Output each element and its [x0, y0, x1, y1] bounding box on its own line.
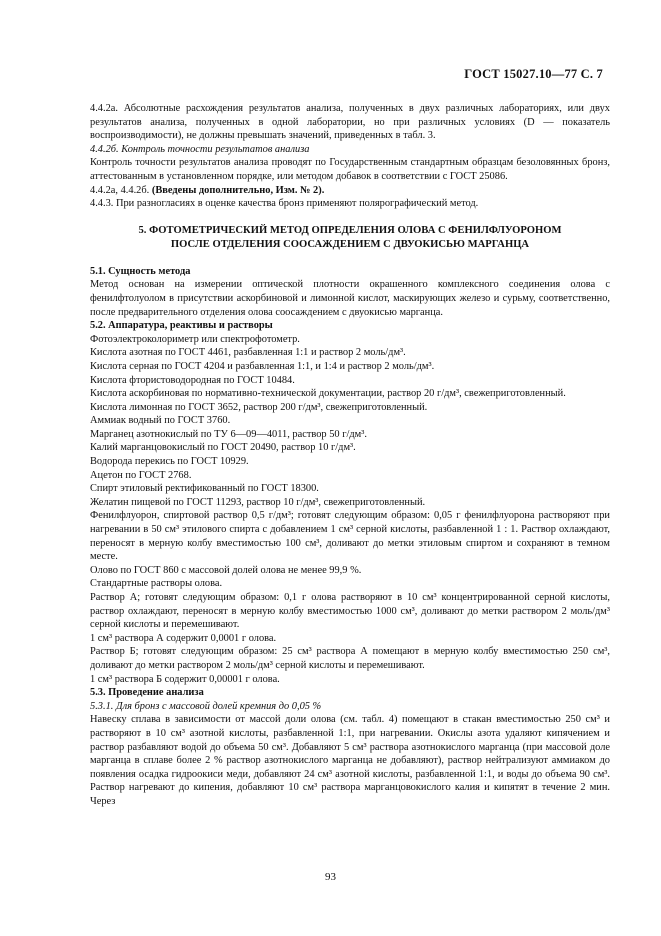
- subsection-5-3-1-title: 5.3.1. Для бронз с массовой долей кремния до 0,05 %: [90, 700, 322, 712]
- reagent-item: Фенилфлуорон, спиртовой раствор 0,5 г/дм³; готовят следующим образом: 0,05 г фенилфлуорона растворяют при нагревании в 50 см³ этилового спирта с добавлением 1 см³ серной кислоты, разбавленной 1 : 1. Раствор охлаждают, переносят в мерную колбу вместимостью 100 см³, доливают до метки этиловым спиртом и сохраняют в темном месте.: [90, 510, 610, 563]
- reagent-item: Калий марганцовокислый по ГОСТ 20490, раствор 10 г/дм³.: [90, 442, 356, 454]
- section-5-title: [90, 224, 610, 252]
- reagent-item: Раствор А; готовят следующим образом: 0,1 г олова растворяют в 10 см³ концентрированной серной кислоты, раствор охлаждают, переносят в мерную колбу вместимостью 1000 см³, доливают до метки раствором 2 моль/дм³ серной кислоты и перемешивают.: [90, 592, 610, 631]
- reagent-item: Фотоэлектроколориметр или спектрофотометр.: [90, 333, 300, 345]
- reagent-item: Кислота лимонная по ГОСТ 3652, раствор 200 г/дм³, свежеприготовленный.: [90, 401, 428, 413]
- paragraph-4-4-2a: 4.4.2а. Абсолютные расхождения результатов анализа, полученных в двух различных лабораториях, или двух результатов анализа, полученных в одной лаборатории, но при различных условиях (D — показатель воспроизводимости), не должны превышать значений, приведенных в табл. 3.: [90, 103, 610, 142]
- subsection-5-3-1-text: Навеску сплава в зависимости от массой доли олова (см. табл. 4) помещают в стакан вместимостью 250 см³ и растворяют в 10 см³ азотной кислоты, разбавленной 1:1, при нагревании. Окислы азота удаляют кипячением и раствор разбавляют водой до объема 50 см³. Добавляют 5 см³ раствора азотнокислого марганца (при массовой доле марганца в сплаве более 2 % раствор азотнокислого марганца не добавляют), раствор нейтрализуют аммиаком до появления осадка гидроокиси меди, добавляют 24 см³ азотной кислоты, разбавленной 1:1, и воды до объема 90 см³. Раствор нагревают до кипения, добавляют 10 см³ раствора марганцовокислого калия и кипятят в течение 2 мин. Через: [90, 714, 610, 807]
- subsection-5-2-title: 5.2. Аппаратура, реактивы и растворы: [90, 320, 273, 332]
- reagent-item: Олово по ГОСТ 860 с массовой долей олова не менее 99,9 %.: [90, 564, 362, 576]
- reagent-item: Раствор Б; готовят следующим образом: 25 см³ раствора А помещают в мерную колбу вместимостью 250 см³, доливают до метки раствором 2 моль/дм³ серной кислоты и перемешивают.: [90, 646, 610, 671]
- reagent-item: 1 см³ раствора А содержит 0,0001 г олова.: [90, 632, 277, 644]
- page-header: ГОСТ 15027.10—77 С. 7: [464, 67, 603, 81]
- reagent-item: Ацетон по ГОСТ 2768.: [90, 469, 192, 481]
- reagent-item: 1 см³ раствора Б содержит 0,00001 г олова.: [90, 673, 280, 685]
- reagent-item: Кислота аскорбиновая по нормативно-технической документации, раствор 20 г/дм³, свежеприготовленный.: [90, 388, 566, 400]
- page-number: 93: [325, 871, 336, 883]
- page-content: [90, 102, 610, 809]
- reagent-item: Стандартные растворы олова.: [90, 578, 223, 590]
- reagent-item: Желатин пищевой по ГОСТ 11293, раствор 10 г/дм³, свежеприготовленный.: [90, 496, 426, 508]
- amendment-numbers: 4.4.2а, 4.4.2б.: [90, 184, 150, 196]
- reagent-item: Аммиак водный по ГОСТ 3760.: [90, 415, 231, 427]
- subsection-5-3-title: 5.3. Проведение анализа: [90, 687, 204, 699]
- subsection-5-1-title: 5.1. Сущность метода: [90, 265, 191, 277]
- paragraph-4-4-2b-title: 4.4.2б. Контроль точности результатов анализа: [90, 143, 310, 155]
- reagent-item: Водорода перекись по ГОСТ 10929.: [90, 456, 249, 468]
- section-5-title-line-2: ПОСЛЕ ОТДЕЛЕНИЯ СООСАЖДЕНИЕМ С ДВУОКИСЬЮ МАРГАНЦА: [170, 238, 530, 250]
- reagent-item: Кислота азотная по ГОСТ 4461, разбавленная 1:1 и раствор 2 моль/дм³.: [90, 347, 406, 359]
- reagent-item: Спирт этиловый ректификованный по ГОСТ 18300.: [90, 483, 319, 495]
- amendment-text: (Введены дополнительно, Изм. № 2).: [151, 184, 325, 196]
- reagent-item: Кислота серная по ГОСТ 4204 и разбавленная 1:1, и 1:4 и раствор 2 моль/дм³.: [90, 360, 435, 372]
- paragraph-4-4-2b-text: Контроль точности результатов анализа проводят по Государственным стандартным образцам безоловянных бронз, аттестованным в установленном порядке, или методом добавок в соответствии с ГОСТ 25086.: [90, 157, 610, 182]
- section-5-title-line-1: 5. ФОТОМЕТРИЧЕСКИЙ МЕТОД ОПРЕДЕЛЕНИЯ ОЛОВА С ФЕНИЛФЛУОРОНОМ: [138, 224, 562, 236]
- reagent-item: Марганец азотнокислый по ТУ 6—09—4011, раствор 50 г/дм³.: [90, 428, 367, 440]
- paragraph-4-4-3: 4.4.3. При разногласиях в оценке качества бронз применяют полярографический метод.: [90, 198, 479, 210]
- subsection-5-1-text: Метод основан на измерении оптической плотности окрашенного комплексного соединения олова с фенилфтолуолом в присутствии аскорбиновой и лимонной кислот, маскирующих железо и сурьму, соответственно, после предварительного отделения олова соосаждением с двуокисью марганца.: [90, 279, 610, 318]
- reagent-list: [90, 333, 610, 686]
- paragraph-amendment-note: [90, 184, 610, 198]
- reagent-item: Кислота фтористоводородная по ГОСТ 10484.: [90, 374, 295, 386]
